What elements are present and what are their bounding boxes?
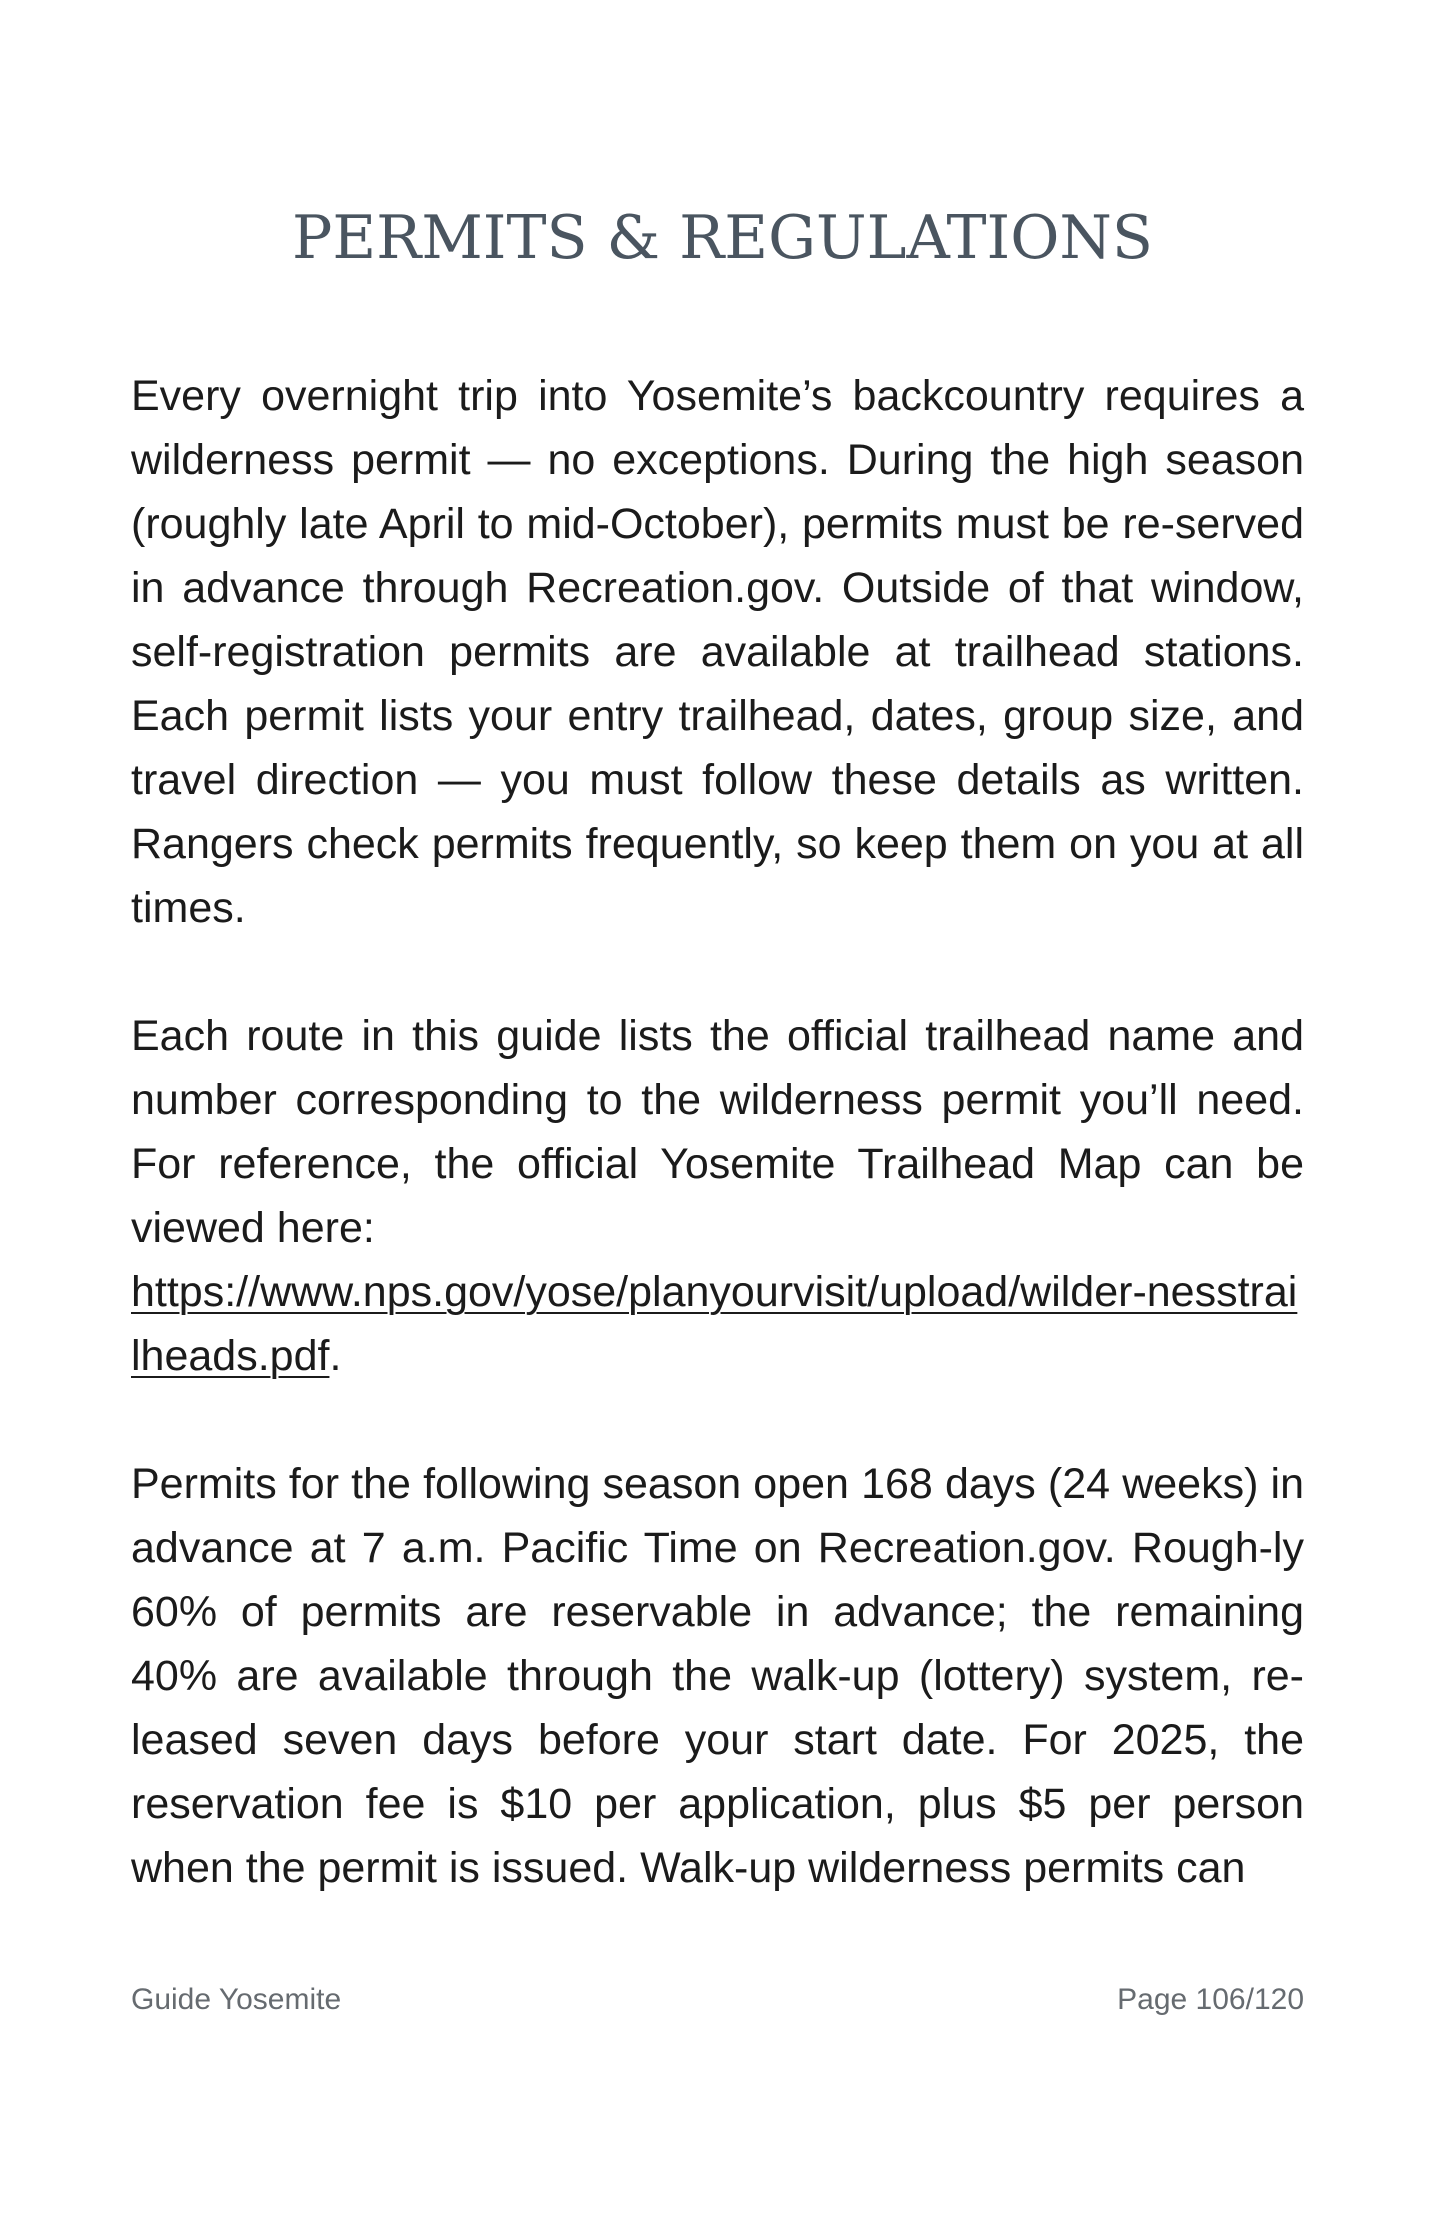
paragraph-trailhead-map [131,1004,1304,1388]
body-text [131,364,1304,1900]
footer-page-number: Page 106/120 [1117,1983,1304,2016]
paragraph-trailhead-map-end: . [329,1332,342,1380]
paragraph-reservation-details: Permits for the following season open 168 days (24 weeks) in advance at 7 a.m. Pacific Time on Recreation.gov. Rough-ly 60% of permits are reservable in advance; the remaining 40% are available through the walk-up (lottery) system, re-leased seven days before your start date. For 2025, the reservation fee is $10 per application, plus $5 per person when the permit is issued. Walk-up wilderness permits can [131,1460,1304,1892]
trailhead-map-link[interactable]: https://www.nps.gov/yose/planyourvisit/upload/wilder-nesstrailheads.pdf [131,1268,1298,1380]
page-title: PERMITS & REGULATIONS [291,203,1154,273]
paragraph-permits-overview: Every overnight trip into Yosemite’s backcountry requires a wilderness permit — no exceptions. During the high season (roughly late April to mid-October), permits must be re-served in advance through Recreation.gov. Outside of that window, self-registration permits are available at trailhead stations. Each permit lists your entry trailhead, dates, group size, and travel direction — you must follow these details as written. Rangers check permits frequently, so keep them on you at all times. [131,372,1304,932]
paragraph-trailhead-map-text: Each route in this guide lists the official trailhead name and number corresponding to the wilderness permit you’ll need. For reference, the official Yosemite Trailhead Map can be viewed here: [131,1012,1304,1252]
footer-book-title: Guide Yosemite [131,1983,342,2016]
page-footer [131,1980,1304,2020]
